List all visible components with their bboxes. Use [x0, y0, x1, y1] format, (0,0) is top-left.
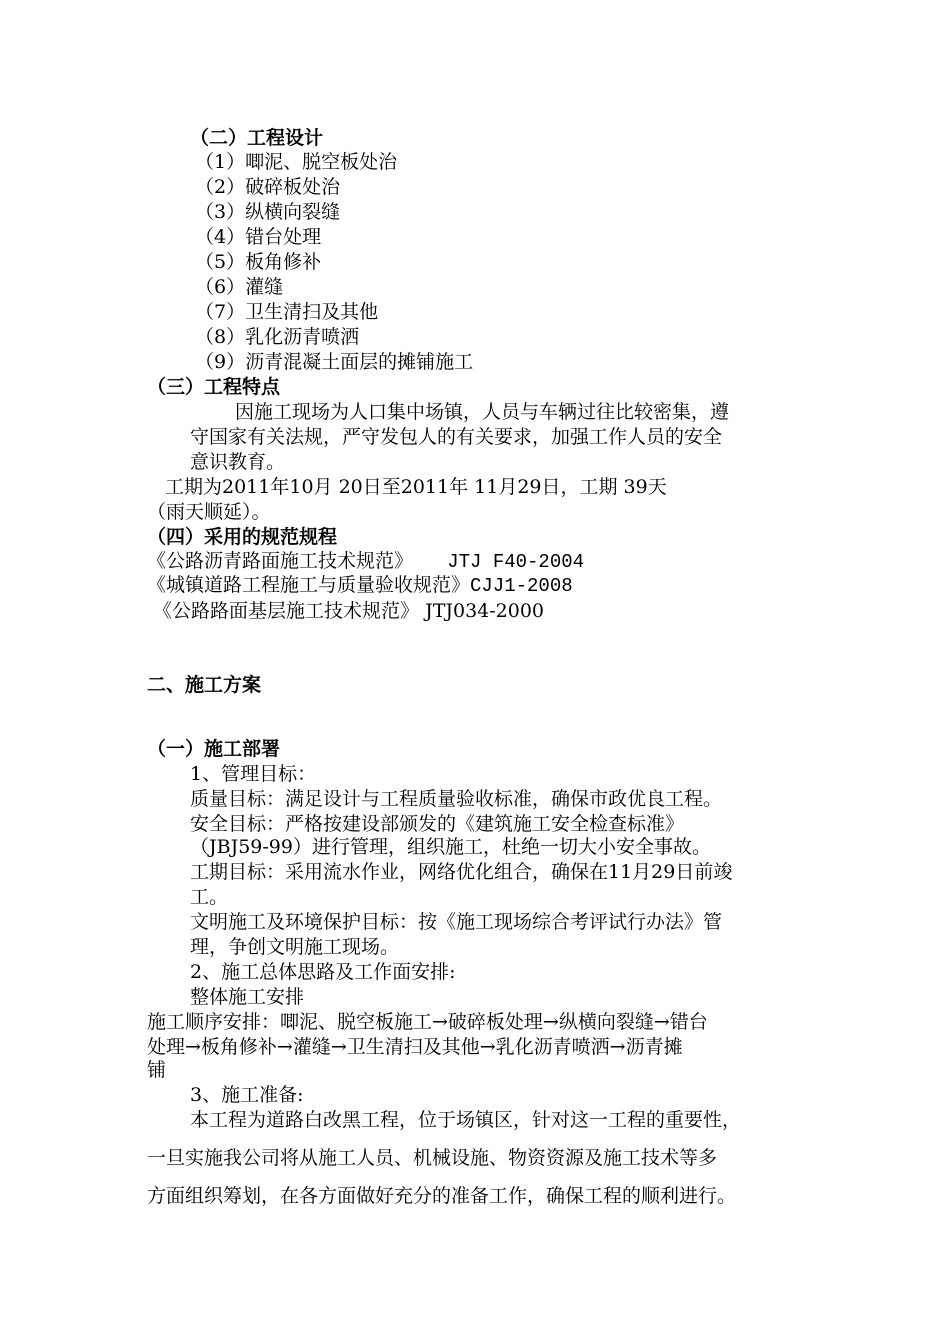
- deployment-line: 1、管理目标：: [190, 763, 317, 785]
- deployment-line: 质量目标：满足设计与工程质量验收标准，确保市政优良工程。: [190, 788, 723, 810]
- features-paragraph-line: 守国家有关法规，严守发包人的有关要求，加强工作人员的安全: [190, 426, 723, 448]
- construction-period-line: 工期为2011年10月 20日至2011年 11月29日，工期 39天: [165, 476, 667, 498]
- design-item: （2）破碎板处治: [195, 176, 341, 198]
- deployment-line: 文明施工及环境保护目标：按《施工现场综合考评试行办法》管: [190, 911, 723, 933]
- deployment-line: 施工顺序安排：唧泥、脱空板施工→破碎板处理→纵横向裂缝→错台: [147, 1011, 708, 1033]
- deployment-line: （JBJ59-99）进行管理，组织施工，杜绝一切大小安全事故。: [190, 836, 711, 858]
- deployment-line: 整体施工安排: [190, 986, 305, 1008]
- features-paragraph-line: 意识教育。: [190, 451, 286, 473]
- deployment-line: 一旦实施我公司将从施工人员、机械设施、物资资源及施工技术等多: [147, 1147, 718, 1169]
- design-item: （9）沥青混凝土面层的摊铺施工: [195, 351, 474, 373]
- design-item: （3）纵横向裂缝: [195, 201, 341, 223]
- design-item: （1）唧泥、脱空板处治: [195, 151, 398, 173]
- design-item: （8）乳化沥青喷洒: [195, 326, 360, 348]
- section-heading-design: （二）工程设计: [190, 127, 324, 149]
- deployment-line: 2、施工总体思路及工作面安排:: [190, 961, 456, 983]
- deployment-line: 方面组织筹划，在各方面做好充分的准备工作，确保工程的顺利进行。: [147, 1185, 737, 1207]
- design-item: （4）错台处理: [195, 226, 322, 248]
- chapter-heading: 二、施工方案: [147, 674, 262, 696]
- standard-item: 《公路沥青路面施工技术规范》 JTJ F40-2004: [147, 551, 585, 573]
- deployment-line: 理，争创文明施工现场。: [190, 936, 400, 958]
- deployment-line: 3、施工准备:: [190, 1084, 304, 1106]
- features-paragraph-line: 因施工现场为人口集中场镇，人员与车辆过往比较密集，遵: [235, 401, 730, 423]
- section-heading-features: （三）工程特点: [147, 376, 281, 398]
- deployment-line: 工期目标：采用流水作业，网络优化组合，确保在11月29日前竣: [190, 861, 733, 883]
- standard-item: 《公路路面基层施工技术规范》 JTJ034-2000: [147, 600, 545, 622]
- design-item: （5）板角修补: [195, 251, 322, 273]
- standard-item: 《城镇道路工程施工与质量验收规范》CJJ1-2008: [147, 575, 573, 597]
- section-heading-deployment: （一）施工部署: [147, 738, 281, 760]
- design-item: （7）卫生清扫及其他: [195, 301, 379, 323]
- deployment-line: 铺: [147, 1059, 167, 1081]
- deployment-line: 本工程为道路白改黑工程，位于场镇区，针对这一工程的重要性，: [190, 1109, 742, 1131]
- construction-period-line: （雨天顺延）。: [147, 501, 271, 523]
- deployment-line: 处理→板角修补→灌缝→卫生清扫及其他→乳化沥青喷洒→沥青摊: [147, 1036, 683, 1058]
- design-item: （6）灌缝: [195, 276, 284, 298]
- deployment-line: 安全目标：严格按建设部颁发的《建筑施工安全检查标准》: [190, 813, 685, 835]
- deployment-line: 工。: [190, 886, 229, 908]
- section-heading-standards: （四）采用的规范规程: [147, 526, 338, 548]
